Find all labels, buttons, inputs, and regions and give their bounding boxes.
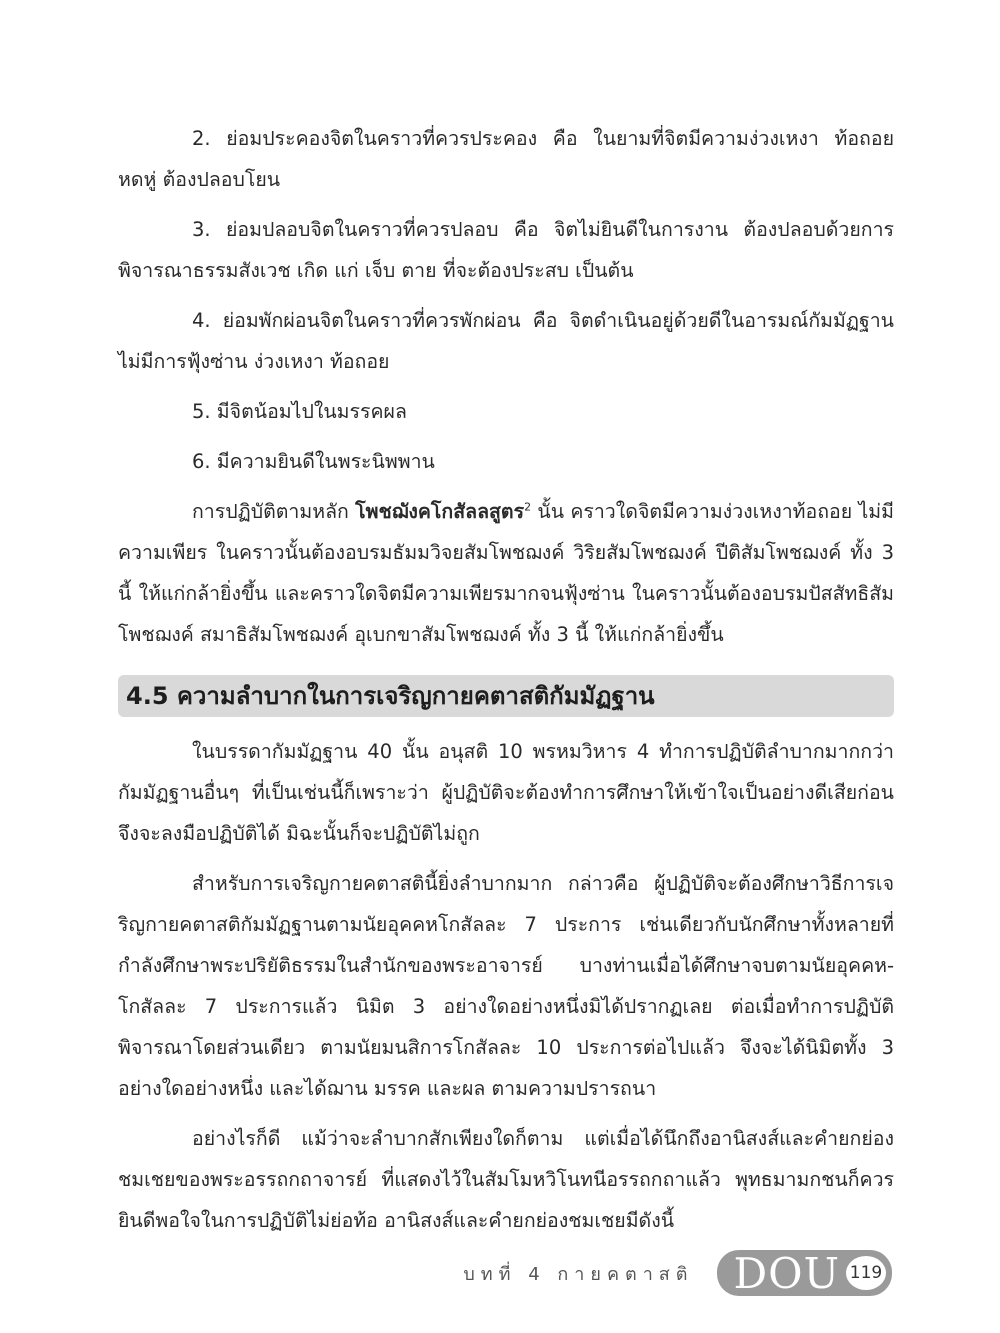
bojjhanga-text: นั้น คราวใดจิตมีความง่วงเหงาท้อถอย ไม่มีความเพียร ในคราวนั้นต้องอบรมธัมมวิจยสัมโพชฌงค์ วิริยสัมโพชฌงค์ ปีติสัมโพชฌงค์ ทั้ง 3 นี้ ให้แก่กล้ายิ่งขึ้น และคราวใดจิตมีความเพียรมากจนฟุ้งซ่าน ในคราวนั้นต้องอบรมปัสสัทธิสัมโพชฌงค์ สมาธิสัมโพชฌงค์ อุเบกขาสัมโพชฌงค์ ทั้ง 3 นี้ ให้แก่กล้ายิ่งขึ้น — [118, 500, 894, 646]
list-item-3: 3. ย่อมปลอบจิตในคราวที่ควรปลอบ คือ จิตไม่ยินดีในการงาน ต้องปลอบด้วยการพิจารณาธรรมสังเวช เกิด แก่ เจ็บ ตาย ที่จะต้องประสบ เป็นต้น — [118, 218, 894, 282]
bojjhanga-intro: การปฏิบัติตามหลัก — [192, 500, 356, 523]
bojjhanga-paragraph — [118, 491, 894, 655]
dou-logo: DOU — [733, 1248, 840, 1298]
sutta-name: โพชฌังคโกสัลลสูตร — [355, 500, 525, 523]
page-number: 119 — [846, 1256, 886, 1290]
section-paragraph: อย่างไรก็ดี แม้ว่าจะลำบากสักเพียงใดก็ตาม แต่เมื่อได้นึกถึงอานิสงส์และคำยกย่องชมเชยของพระอรรถกถาจารย์ ที่แสดงไว้ในสัมโมหวิโนทนีอรรถกถาแล้ว พุทธมามกชนก็ควรยินดีพอใจในการปฏิบัติไม่ย่อท้อ อานิสงส์และคำยกย่องชมเชยมีดังนี้ — [118, 1127, 894, 1232]
list-item-5: 5. มีจิตน้อมไปในมรรคผล — [192, 400, 407, 423]
page-footer — [463, 1248, 892, 1298]
page-body — [118, 118, 894, 1250]
section-paragraph: สำหรับการเจริญกายคตาสตินี้ยิ่งลำบากมาก กล่าวคือ ผู้ปฏิบัติจะต้องศึกษาวิธีการเจริญกายคตาสติกัมมัฏฐานตามนัยอุคคหโกสัลละ 7 ประการ เช่นเดียวกับนักศึกษาทั้งหลายที่กำลังศึกษาพระปริยัติธรรมในสำนักของพระอาจารย์ บางท่านเมื่อได้ศึกษาจบตามนัยอุคคห-โกสัลละ 7 ประการแล้ว นิมิต 3 อย่างใดอย่างหนึ่งมิได้ปรากฏเลย ต่อเมื่อทำการปฏิบัติพิจารณาโดยส่วนเดียว ตามนัยมนสิการโกสัลละ 10 ประการต่อไปแล้ว จึงจะได้นิมิตทั้ง 3 อย่างใดอย่างหนึ่ง และได้ฌาน มรรค และผล ตามความปรารถนา — [118, 872, 894, 1100]
page-badge — [717, 1250, 892, 1296]
list-item-6: 6. มีความยินดีในพระนิพพาน — [192, 450, 435, 473]
list-item-2: 2. ย่อมประคองจิตในคราวที่ควรประคอง คือ ในยามที่จิตมีความง่วงเหงา ท้อถอย หดหู่ ต้องปลอบโยน — [118, 127, 894, 191]
chapter-title: บทที่ 4 กายคตาสติ — [463, 1263, 694, 1285]
section-paragraph: ในบรรดากัมมัฏฐาน 40 นั้น อนุสติ 10 พรหมวิหาร 4 ทำการปฏิบัติลำบากมากกว่ากัมมัฏฐานอื่นๆ ที่เป็นเช่นนี้ก็เพราะว่า ผู้ปฏิบัติจะต้องทำการศึกษาให้เข้าใจเป็นอย่างดีเสียก่อน จึงจะลงมือปฏิบัติได้ มิฉะนั้นก็จะปฏิบัติไม่ถูก — [118, 740, 894, 845]
section-heading: 4.5 ความลำบากในการเจริญกายคตาสติกัมมัฏฐาน — [118, 675, 894, 717]
list-item-4: 4. ย่อมพักผ่อนจิตในคราวที่ควรพักผ่อน คือ จิตดำเนินอยู่ด้วยดีในอารมณ์กัมมัฏฐาน ไม่มีการฟุ้งซ่าน ง่วงเหงา ท้อถอย — [118, 309, 894, 373]
footnote-ref: 2 — [524, 500, 532, 514]
